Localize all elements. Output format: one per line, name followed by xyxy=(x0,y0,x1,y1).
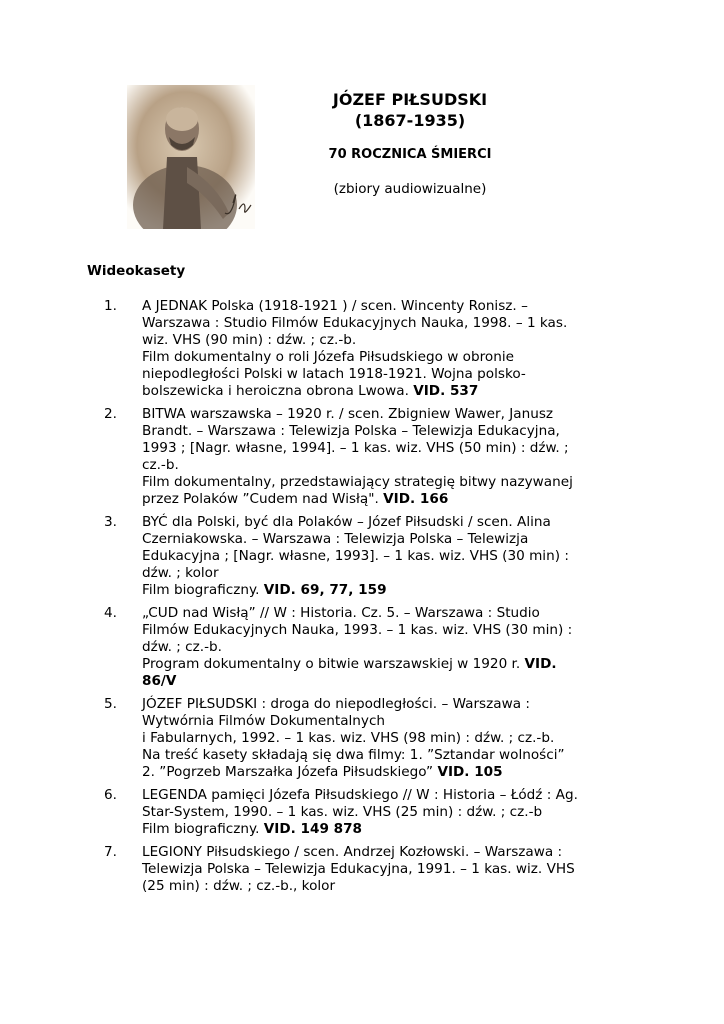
entry-text: 1993 ; [Nagr. własne, 1994]. – 1 kas. wiz. VHS (50 min) : dźw. ; xyxy=(142,440,569,456)
entry-line xyxy=(142,696,635,713)
list-item xyxy=(95,605,635,690)
list-number: 6. xyxy=(104,787,117,803)
title-years: (1867-1935) xyxy=(354,111,466,130)
entry-text: Edukacyjna ; [Nagr. własne, 1993]. – 1 kas. wiz. VHS (30 min) : xyxy=(142,548,569,564)
entry-line xyxy=(142,582,635,599)
entry-text: Wytwórnia Filmów Dokumentalnych xyxy=(142,713,386,729)
entry-line xyxy=(142,764,635,781)
entry-line xyxy=(142,474,635,491)
entry-text: Star-System, 1990. – 1 kas. wiz. VHS (25 min) : dźw. ; cz.-b xyxy=(142,804,543,820)
entry-line xyxy=(142,366,635,383)
entry-line xyxy=(142,656,635,673)
list-item xyxy=(95,696,635,781)
entry-line xyxy=(142,605,635,622)
video-list xyxy=(95,298,635,901)
entry-text: dźw. ; cz.-b. xyxy=(142,639,222,655)
list-item xyxy=(95,844,635,895)
entry-line xyxy=(142,861,635,878)
entry-text: bolszewicka i heroiczna obrona Lwowa. xyxy=(142,383,409,399)
entry-text: BITWA warszawska – 1920 r. / scen. Zbigniew Wawer, Janusz xyxy=(142,406,554,422)
list-item xyxy=(95,787,635,838)
entry-line xyxy=(142,423,635,440)
entry-text: Film dokumentalny o roli Józefa Piłsudskiego w obronie xyxy=(142,349,514,365)
call-number: VID. 69, 77, 159 xyxy=(263,582,387,598)
entry-text: Film biograficzny. xyxy=(142,582,260,598)
list-number: 1. xyxy=(104,298,117,314)
entry-text: dźw. ; kolor xyxy=(142,565,219,581)
entry-line xyxy=(142,713,635,730)
list-number: 2. xyxy=(104,406,117,422)
entry-line xyxy=(142,804,635,821)
list-item xyxy=(95,406,635,508)
entry-line xyxy=(142,457,635,474)
entry-text: BYĆ dla Polski, być dla Polaków – Józef Piłsudski / scen. Alina xyxy=(142,514,551,530)
list-number: 4. xyxy=(104,605,117,621)
entry-text: 2. ”Pogrzeb Marszałka Józefa Piłsudskiego” xyxy=(142,764,434,780)
entry-text: Czerniakowska. – Warszawa : Telewizja Polska – Telewizja xyxy=(142,531,529,547)
list-item xyxy=(95,514,635,599)
entry-line xyxy=(142,315,635,332)
entry-line xyxy=(142,747,635,764)
list-number: 5. xyxy=(104,696,117,712)
section-title: Wideokasety xyxy=(87,263,186,279)
collection-note: (zbiory audiowizualne) xyxy=(333,181,487,197)
call-number-continued: 86/V xyxy=(142,673,177,689)
entry-line xyxy=(142,622,635,639)
entry-line xyxy=(142,531,635,548)
list-number: 7. xyxy=(104,844,117,860)
entry-text: cz.-b. xyxy=(142,457,179,473)
entry-line xyxy=(142,730,635,747)
entry-text: wiz. VHS (90 min) : dźw. ; cz.-b. xyxy=(142,332,357,348)
call-number: VID. 537 xyxy=(413,383,479,399)
entry-text: LEGIONY Piłsudskiego / scen. Andrzej Kozłowski. – Warszawa : xyxy=(142,844,563,860)
list-item xyxy=(95,298,635,400)
call-number: VID. 105 xyxy=(437,764,503,780)
entry-line xyxy=(142,548,635,565)
portrait-photo xyxy=(127,85,255,229)
entry-text: Filmów Edukacyjnych Nauka, 1993. – 1 kas. wiz. VHS (30 min) : xyxy=(142,622,573,638)
entry-text: Telewizja Polska – Telewizja Edukacyjna, 1991. – 1 kas. wiz. VHS xyxy=(142,861,575,877)
call-number: VID. xyxy=(524,656,557,672)
entry-line xyxy=(142,844,635,861)
entry-line xyxy=(142,349,635,366)
entry-text: niepodległości Polski w latach 1918-1921. Wojna polsko- xyxy=(142,366,526,382)
entry-line xyxy=(142,787,635,804)
entry-line xyxy=(142,565,635,582)
entry-text: i Fabularnych, 1992. – 1 kas. wiz. VHS (98 min) : dźw. ; cz.-b. xyxy=(142,730,555,746)
entry-line xyxy=(142,821,635,838)
entry-text: Na treść kasety składają się dwa filmy: 1. ”Sztandar wolności” xyxy=(142,747,565,763)
entry-text: A JEDNAK Polska (1918-1921 ) / scen. Wincenty Ronisz. – xyxy=(142,298,528,314)
entry-line xyxy=(142,878,635,895)
entry-line xyxy=(142,440,635,457)
entry-text: Film dokumentalny, przedstawiający strategię bitwy nazywanej xyxy=(142,474,573,490)
entry-text: przez Polaków ”Cudem nad Wisłą". xyxy=(142,491,379,507)
call-number: VID. 149 878 xyxy=(263,821,363,837)
entry-line xyxy=(142,639,635,656)
entry-text: JÓZEF PIŁSUDSKI : droga do niepodległości. – Warszawa : xyxy=(142,696,530,712)
entry-line xyxy=(142,332,635,349)
entry-line xyxy=(142,383,635,400)
call-number: VID. 166 xyxy=(383,491,449,507)
entry-line xyxy=(142,406,635,423)
entry-text: Brandt. – Warszawa : Telewizja Polska – Telewizja Edukacyjna, xyxy=(142,423,560,439)
entry-line xyxy=(142,491,635,508)
entry-text: „CUD nad Wisłą” // W : Historia. Cz. 5. – Warszawa : Studio xyxy=(142,605,540,621)
entry-text: Program dokumentalny o bitwie warszawskiej w 1920 r. xyxy=(142,656,521,672)
entry-line xyxy=(142,514,635,531)
title-name: JÓZEF PIŁSUDSKI xyxy=(332,90,488,109)
entry-text: Film biograficzny. xyxy=(142,821,260,837)
entry-text: LEGENDA pamięci Józefa Piłsudskiego // W : Historia – Łódź : Ag. xyxy=(142,787,578,803)
list-number: 3. xyxy=(104,514,117,530)
entry-line xyxy=(142,298,635,315)
entry-text: (25 min) : dźw. ; cz.-b., kolor xyxy=(142,878,336,894)
anniversary-subtitle: 70 ROCZNICA ŚMIERCI xyxy=(328,147,492,162)
entry-text: Warszawa : Studio Filmów Edukacyjnych Nauka, 1998. – 1 kas. xyxy=(142,315,568,331)
